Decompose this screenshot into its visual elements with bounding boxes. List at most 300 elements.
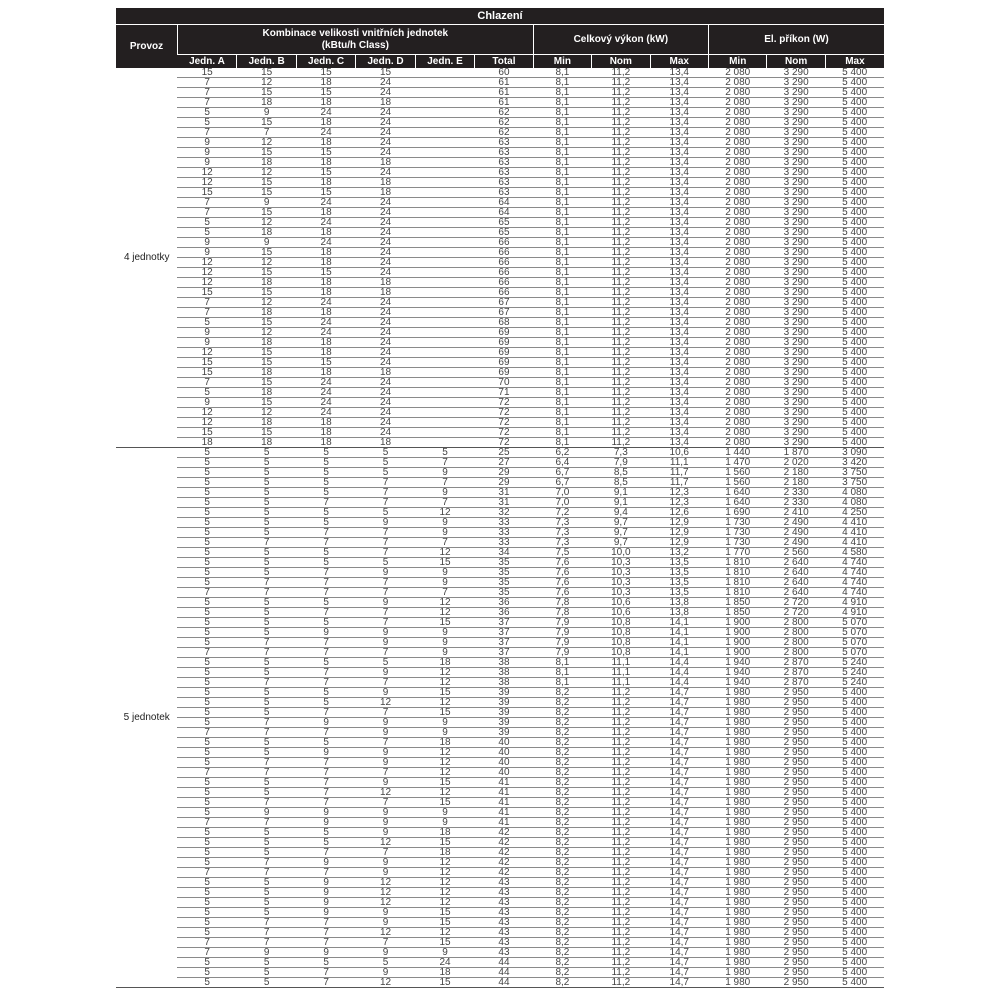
unit-d-cell: 7 — [356, 578, 415, 588]
total-cell: 62 — [475, 118, 533, 128]
capacity-nom-cell: 11,2 — [592, 138, 650, 148]
power-nom-cell: 2 950 — [767, 758, 825, 768]
power-max-cell: 4 580 — [825, 548, 884, 558]
power-min-cell: 1 690 — [708, 508, 766, 518]
unit-d-cell: 9 — [356, 818, 415, 828]
table-row — [116, 838, 884, 848]
capacity-nom-cell: 11,2 — [592, 808, 650, 818]
power-nom-cell: 3 290 — [767, 358, 825, 368]
unit-b-cell: 5 — [237, 908, 296, 918]
unit-a-cell: 12 — [177, 408, 236, 418]
power-nom-cell: 2 950 — [767, 918, 825, 928]
unit-d-cell: 7 — [356, 678, 415, 688]
capacity-min-cell: 8,2 — [533, 978, 591, 988]
table-row — [116, 578, 884, 588]
unit-e-cell: 12 — [415, 678, 474, 688]
unit-d-cell: 7 — [356, 498, 415, 508]
power-max-cell: 5 400 — [825, 698, 884, 708]
capacity-nom-cell: 11,2 — [592, 288, 650, 298]
unit-c-cell: 18 — [296, 278, 355, 288]
unit-b-cell: 5 — [237, 528, 296, 538]
table-row — [116, 408, 884, 418]
unit-c-cell: 7 — [296, 758, 355, 768]
power-nom-cell: 2 870 — [767, 668, 825, 678]
table-row — [116, 308, 884, 318]
power-min-cell: 1 980 — [708, 768, 766, 778]
power-min-cell: 1 440 — [708, 448, 766, 458]
unit-c-cell: 18 — [296, 118, 355, 128]
unit-e-cell — [415, 338, 474, 348]
capacity-min-cell: 7,9 — [533, 618, 591, 628]
power-nom-cell: 3 290 — [767, 148, 825, 158]
unit-b-cell: 5 — [237, 898, 296, 908]
power-min-cell: 1 900 — [708, 638, 766, 648]
power-nom-cell: 2 950 — [767, 908, 825, 918]
unit-c-cell: 7 — [296, 708, 355, 718]
total-cell: 41 — [475, 808, 533, 818]
unit-c-cell: 7 — [296, 728, 355, 738]
unit-c-cell: 7 — [296, 648, 355, 658]
unit-c-cell: 24 — [296, 298, 355, 308]
capacity-min-cell: 8,1 — [533, 438, 591, 448]
capacity-min-cell: 8,2 — [533, 788, 591, 798]
power-min-cell: 1 940 — [708, 658, 766, 668]
table-row — [116, 958, 884, 968]
unit-a-cell: 12 — [177, 418, 236, 428]
unit-a-cell: 5 — [177, 628, 236, 638]
power-nom-cell: 2 870 — [767, 658, 825, 668]
unit-d-cell: 7 — [356, 528, 415, 538]
capacity-min-cell: 7,3 — [533, 528, 591, 538]
capacity-min-cell: 6,4 — [533, 458, 591, 468]
unit-d-cell: 24 — [356, 328, 415, 338]
table-row — [116, 88, 884, 98]
capacity-max-cell: 14,7 — [650, 688, 708, 698]
table-row — [116, 968, 884, 978]
unit-d-cell: 9 — [356, 758, 415, 768]
power-max-cell: 5 400 — [825, 438, 884, 448]
capacity-nom-cell: 11,2 — [592, 698, 650, 708]
capacity-min-cell: 7,8 — [533, 608, 591, 618]
unit-b-cell: 5 — [237, 688, 296, 698]
power-max-cell: 5 400 — [825, 338, 884, 348]
capacity-min-cell: 8,2 — [533, 868, 591, 878]
unit-a-cell: 5 — [177, 658, 236, 668]
unit-e-cell: 9 — [415, 728, 474, 738]
power-min-cell: 1 810 — [708, 578, 766, 588]
capacity-min-cell: 8,1 — [533, 398, 591, 408]
power-nom-cell: 2 950 — [767, 708, 825, 718]
unit-a-cell: 5 — [177, 808, 236, 818]
power-max-cell: 5 400 — [825, 708, 884, 718]
total-cell: 66 — [475, 288, 533, 298]
capacity-nom-cell: 11,2 — [592, 198, 650, 208]
unit-a-cell: 5 — [177, 548, 236, 558]
capacity-nom-cell: 7,3 — [592, 448, 650, 458]
table-row — [116, 508, 884, 518]
power-max-cell: 5 400 — [825, 918, 884, 928]
capacity-min-cell: 8,1 — [533, 138, 591, 148]
power-nom-cell: 3 290 — [767, 118, 825, 128]
unit-e-cell — [415, 148, 474, 158]
capacity-min-cell: 8,1 — [533, 188, 591, 198]
capacity-nom-cell: 11,1 — [592, 658, 650, 668]
total-cell: 42 — [475, 838, 533, 848]
total-cell: 44 — [475, 978, 533, 988]
unit-b-cell: 15 — [237, 248, 296, 258]
table-row — [116, 258, 884, 268]
unit-b-cell: 7 — [237, 648, 296, 658]
unit-e-cell — [415, 418, 474, 428]
unit-c-cell: 7 — [296, 498, 355, 508]
unit-c-cell: 5 — [296, 698, 355, 708]
power-min-cell: 1 980 — [708, 918, 766, 928]
total-cell: 67 — [475, 298, 533, 308]
power-min-header: Min — [708, 55, 766, 69]
table-row — [116, 368, 884, 378]
unit-c-cell: 18 — [296, 438, 355, 448]
power-min-cell: 2 080 — [708, 218, 766, 228]
capacity-nom-cell: 9,4 — [592, 508, 650, 518]
power-nom-cell: 2 800 — [767, 638, 825, 648]
capacity-nom-cell: 11,2 — [592, 798, 650, 808]
unit-b-cell: 15 — [237, 88, 296, 98]
capacity-max-cell: 14,7 — [650, 838, 708, 848]
capacity-nom-cell: 11,2 — [592, 128, 650, 138]
power-min-cell: 1 980 — [708, 948, 766, 958]
table-row — [116, 448, 884, 458]
unit-c-cell: 7 — [296, 778, 355, 788]
unit-c-cell: 5 — [296, 468, 355, 478]
capacity-max-cell: 13,4 — [650, 88, 708, 98]
power-max-cell: 5 070 — [825, 648, 884, 658]
unit-c-cell: 7 — [296, 568, 355, 578]
capacity-min-cell: 8,1 — [533, 168, 591, 178]
power-nom-cell: 2 950 — [767, 948, 825, 958]
power-min-cell: 1 560 — [708, 468, 766, 478]
unit-b-cell: 5 — [237, 788, 296, 798]
capacity-nom-cell: 11,2 — [592, 708, 650, 718]
power-min-cell: 1 980 — [708, 978, 766, 988]
unit-b-cell: 12 — [237, 138, 296, 148]
unit-c-cell: 7 — [296, 938, 355, 948]
unit-e-cell — [415, 138, 474, 148]
total-cell: 43 — [475, 888, 533, 898]
capacity-min-cell: 8,2 — [533, 908, 591, 918]
provoz-group-label: 4 jednotky — [116, 68, 177, 448]
power-max-cell: 4 080 — [825, 488, 884, 498]
capacity-min-cell: 6,7 — [533, 478, 591, 488]
total-cell: 31 — [475, 498, 533, 508]
unit-e-cell: 15 — [415, 618, 474, 628]
unit-c-cell: 24 — [296, 378, 355, 388]
capacity-nom-cell: 11,2 — [592, 938, 650, 948]
capacity-nom-cell: 11,2 — [592, 88, 650, 98]
capacity-min-cell: 8,1 — [533, 298, 591, 308]
unit-d-cell: 5 — [356, 558, 415, 568]
capacity-nom-cell: 11,2 — [592, 818, 650, 828]
unit-d-cell: 9 — [356, 778, 415, 788]
power-min-cell: 2 080 — [708, 378, 766, 388]
power-nom-cell: 2 640 — [767, 578, 825, 588]
unit-e-cell — [415, 188, 474, 198]
total-cell: 66 — [475, 238, 533, 248]
power-nom-cell: 3 290 — [767, 158, 825, 168]
capacity-max-cell: 14,7 — [650, 958, 708, 968]
capacity-nom-cell: 11,2 — [592, 258, 650, 268]
power-max-cell: 4 410 — [825, 518, 884, 528]
capacity-min-cell: 8,1 — [533, 358, 591, 368]
unit-a-cell: 5 — [177, 798, 236, 808]
unit-d-cell: 7 — [356, 648, 415, 658]
capacity-max-cell: 13,4 — [650, 158, 708, 168]
power-nom-cell: 2 560 — [767, 548, 825, 558]
capacity-min-cell: 8,2 — [533, 718, 591, 728]
unit-d-cell: 9 — [356, 968, 415, 978]
capacity-min-cell: 8,1 — [533, 428, 591, 438]
power-max-cell: 5 070 — [825, 638, 884, 648]
capacity-max-cell: 14,7 — [650, 978, 708, 988]
total-cell: 66 — [475, 278, 533, 288]
power-max-cell: 5 400 — [825, 718, 884, 728]
unit-b-header: Jedn. B — [237, 55, 296, 69]
unit-e-cell: 12 — [415, 548, 474, 558]
cooling-spec-table — [116, 8, 884, 988]
power-min-cell: 1 980 — [708, 888, 766, 898]
unit-e-cell: 12 — [415, 768, 474, 778]
power-nom-cell: 2 950 — [767, 858, 825, 868]
unit-a-cell: 5 — [177, 678, 236, 688]
capacity-max-cell: 14,7 — [650, 828, 708, 838]
capacity-min-cell: 8,1 — [533, 78, 591, 88]
provoz-group-label: 5 jednotek — [116, 448, 177, 988]
unit-a-cell: 7 — [177, 818, 236, 828]
unit-d-cell: 7 — [356, 798, 415, 808]
total-cell: 69 — [475, 328, 533, 338]
total-cell: 37 — [475, 618, 533, 628]
unit-e-cell: 9 — [415, 518, 474, 528]
power-nom-cell: 3 290 — [767, 188, 825, 198]
power-min-cell: 2 080 — [708, 238, 766, 248]
capacity-min-cell: 8,1 — [533, 98, 591, 108]
power-max-cell: 4 250 — [825, 508, 884, 518]
unit-b-cell: 7 — [237, 678, 296, 688]
unit-e-cell: 15 — [415, 798, 474, 808]
unit-d-cell: 5 — [356, 508, 415, 518]
power-min-cell: 2 080 — [708, 408, 766, 418]
power-min-cell: 2 080 — [708, 158, 766, 168]
unit-a-cell: 5 — [177, 718, 236, 728]
unit-c-cell: 5 — [296, 488, 355, 498]
unit-b-cell: 15 — [237, 428, 296, 438]
capacity-nom-cell: 11,2 — [592, 908, 650, 918]
el-prikon-header: El. příkon (W) — [708, 25, 884, 55]
total-cell: 35 — [475, 578, 533, 588]
unit-a-cell: 15 — [177, 428, 236, 438]
capacity-min-cell: 8,2 — [533, 848, 591, 858]
unit-e-cell: 15 — [415, 908, 474, 918]
unit-e-cell — [415, 358, 474, 368]
unit-d-cell: 24 — [356, 338, 415, 348]
capacity-max-cell: 14,7 — [650, 898, 708, 908]
unit-c-cell: 7 — [296, 538, 355, 548]
power-min-cell: 2 080 — [708, 108, 766, 118]
capacity-nom-cell: 9,7 — [592, 538, 650, 548]
unit-d-cell: 24 — [356, 398, 415, 408]
unit-e-cell: 18 — [415, 848, 474, 858]
unit-d-cell: 24 — [356, 208, 415, 218]
table-row — [116, 338, 884, 348]
unit-b-cell: 7 — [237, 718, 296, 728]
table-row — [116, 718, 884, 728]
capacity-nom-cell: 11,2 — [592, 728, 650, 738]
unit-c-cell: 5 — [296, 518, 355, 528]
unit-c-cell: 9 — [296, 818, 355, 828]
power-max-cell: 3 750 — [825, 468, 884, 478]
capacity-nom-cell: 11,2 — [592, 228, 650, 238]
power-min-cell: 1 730 — [708, 528, 766, 538]
capacity-nom-cell: 10,8 — [592, 648, 650, 658]
unit-b-cell: 5 — [237, 838, 296, 848]
power-nom-cell: 2 950 — [767, 818, 825, 828]
power-max-cell: 5 400 — [825, 178, 884, 188]
total-cell: 39 — [475, 698, 533, 708]
capacity-nom-cell: 10,3 — [592, 558, 650, 568]
power-min-cell: 2 080 — [708, 438, 766, 448]
total-cell: 60 — [475, 68, 533, 78]
capacity-min-cell: 8,1 — [533, 198, 591, 208]
power-nom-cell: 3 290 — [767, 348, 825, 358]
unit-c-cell: 7 — [296, 638, 355, 648]
unit-c-cell: 9 — [296, 718, 355, 728]
unit-e-cell: 12 — [415, 598, 474, 608]
capacity-max-cell: 13,4 — [650, 218, 708, 228]
table-row — [116, 688, 884, 698]
power-max-cell: 5 240 — [825, 658, 884, 668]
unit-d-cell: 24 — [356, 268, 415, 278]
total-cell: 66 — [475, 248, 533, 258]
unit-b-cell: 5 — [237, 488, 296, 498]
unit-e-cell: 12 — [415, 508, 474, 518]
capacity-max-cell: 13,4 — [650, 358, 708, 368]
capacity-max-cell: 13,4 — [650, 418, 708, 428]
power-nom-cell: 2 950 — [767, 688, 825, 698]
total-cell: 41 — [475, 778, 533, 788]
unit-b-cell: 7 — [237, 928, 296, 938]
total-cell: 40 — [475, 738, 533, 748]
unit-d-cell: 7 — [356, 488, 415, 498]
unit-b-cell: 5 — [237, 618, 296, 628]
power-min-cell: 2 080 — [708, 338, 766, 348]
unit-d-cell: 24 — [356, 378, 415, 388]
total-cell: 43 — [475, 948, 533, 958]
power-max-cell: 5 400 — [825, 188, 884, 198]
unit-b-cell: 9 — [237, 198, 296, 208]
capacity-min-cell: 8,2 — [533, 778, 591, 788]
capacity-max-cell: 13,4 — [650, 388, 708, 398]
power-max-cell: 5 400 — [825, 148, 884, 158]
unit-b-cell: 7 — [237, 858, 296, 868]
capacity-min-cell: 8,1 — [533, 148, 591, 158]
capacity-nom-cell: 11,2 — [592, 358, 650, 368]
total-cell: 33 — [475, 538, 533, 548]
capacity-max-cell: 13,4 — [650, 318, 708, 328]
unit-a-cell: 15 — [177, 68, 236, 78]
table-row — [116, 178, 884, 188]
unit-d-cell: 9 — [356, 518, 415, 528]
capacity-max-cell: 13,4 — [650, 278, 708, 288]
unit-a-cell: 7 — [177, 308, 236, 318]
capacity-min-cell: 8,1 — [533, 408, 591, 418]
power-nom-cell: 3 290 — [767, 318, 825, 328]
power-nom-cell: 3 290 — [767, 388, 825, 398]
capacity-min-cell: 7,3 — [533, 538, 591, 548]
capacity-max-cell: 13,4 — [650, 128, 708, 138]
unit-b-cell: 12 — [237, 298, 296, 308]
power-min-cell: 1 980 — [708, 838, 766, 848]
table-row — [116, 658, 884, 668]
capacity-max-cell: 13,4 — [650, 188, 708, 198]
power-min-cell: 2 080 — [708, 168, 766, 178]
unit-a-cell: 9 — [177, 248, 236, 258]
power-max-cell: 5 400 — [825, 748, 884, 758]
power-max-cell: 5 400 — [825, 908, 884, 918]
unit-d-cell: 12 — [356, 888, 415, 898]
unit-b-cell: 18 — [237, 338, 296, 348]
table-row — [116, 318, 884, 328]
capacity-nom-cell: 10,6 — [592, 598, 650, 608]
provoz-header: Provoz — [116, 25, 177, 69]
unit-c-cell: 5 — [296, 838, 355, 848]
power-min-cell: 1 980 — [708, 778, 766, 788]
unit-b-cell: 5 — [237, 708, 296, 718]
unit-c-cell: 7 — [296, 928, 355, 938]
capacity-max-cell: 14,7 — [650, 698, 708, 708]
table-row — [116, 538, 884, 548]
power-min-cell: 2 080 — [708, 148, 766, 158]
unit-b-cell: 5 — [237, 458, 296, 468]
unit-b-cell: 5 — [237, 888, 296, 898]
power-nom-cell: 3 290 — [767, 428, 825, 438]
unit-e-cell — [415, 308, 474, 318]
capacity-nom-cell: 11,2 — [592, 188, 650, 198]
power-max-cell: 5 400 — [825, 108, 884, 118]
unit-a-cell: 9 — [177, 148, 236, 158]
unit-d-cell: 18 — [356, 368, 415, 378]
unit-b-cell: 5 — [237, 448, 296, 458]
capacity-min-cell: 7,6 — [533, 588, 591, 598]
power-nom-cell: 3 290 — [767, 398, 825, 408]
total-cell: 38 — [475, 668, 533, 678]
power-max-cell: 4 410 — [825, 528, 884, 538]
table-row — [116, 78, 884, 88]
unit-b-cell: 5 — [237, 848, 296, 858]
power-max-cell: 4 740 — [825, 558, 884, 568]
unit-d-cell: 12 — [356, 838, 415, 848]
unit-c-cell: 5 — [296, 478, 355, 488]
capacity-min-cell: 8,1 — [533, 388, 591, 398]
unit-a-cell: 7 — [177, 728, 236, 738]
unit-b-cell: 5 — [237, 498, 296, 508]
unit-b-cell: 18 — [237, 98, 296, 108]
total-cell: 71 — [475, 388, 533, 398]
unit-d-cell: 7 — [356, 738, 415, 748]
unit-d-cell: 24 — [356, 78, 415, 88]
table-title: Chlazení — [116, 8, 884, 25]
power-min-cell: 1 980 — [708, 868, 766, 878]
unit-a-cell: 5 — [177, 608, 236, 618]
unit-c-cell: 18 — [296, 178, 355, 188]
